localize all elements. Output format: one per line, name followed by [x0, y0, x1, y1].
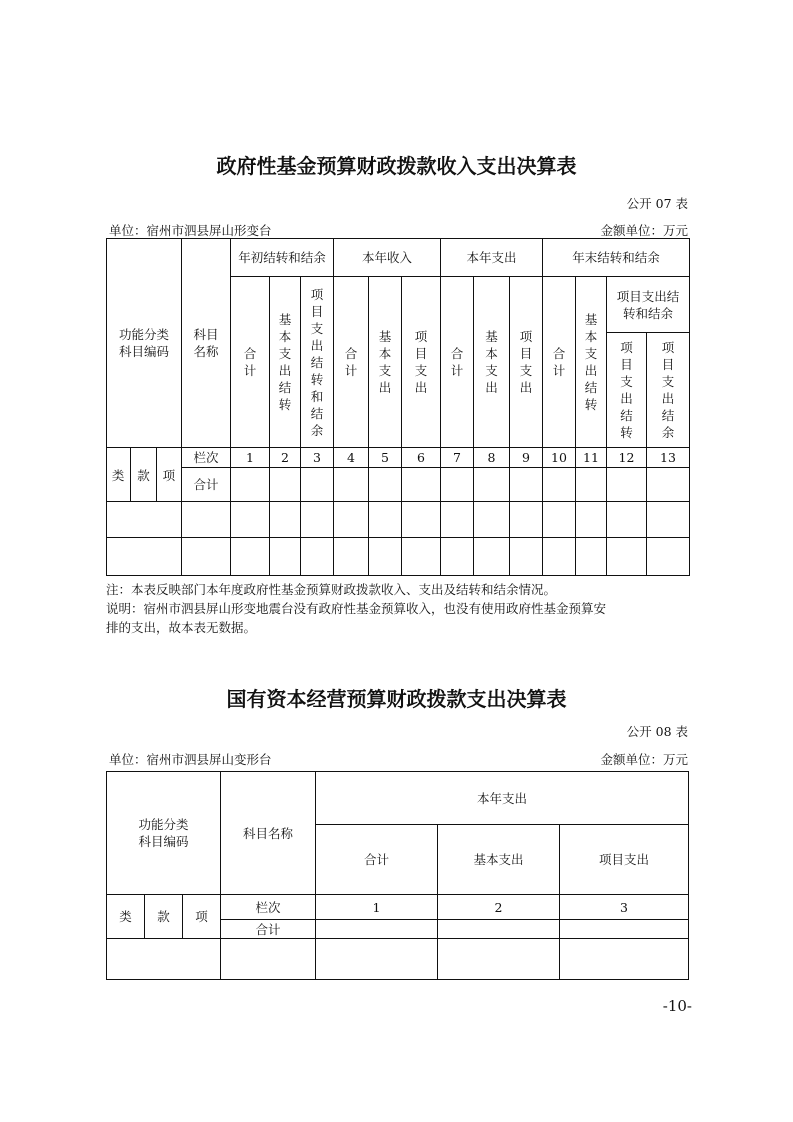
table-row: [107, 939, 221, 980]
col-total-2: 合计: [334, 277, 369, 448]
col-num-9: 9: [510, 448, 543, 468]
col-total-4: 合计: [543, 277, 576, 448]
col-num-7: 7: [441, 448, 474, 468]
col-basic-2: 基本支出: [369, 277, 402, 448]
t2-col-total: 合计: [316, 825, 438, 895]
table1-money-unit: 金额单位：万元: [600, 223, 688, 238]
col-num-1: 1: [231, 448, 270, 468]
row-total-label: 合计: [182, 468, 231, 502]
t2-group-expenditure: 本年支出: [316, 772, 689, 825]
t2-row-total-label: 合计: [221, 920, 316, 939]
t2-code-lei: 类: [107, 895, 145, 939]
table2-money-unit: 金额单位：万元: [600, 752, 688, 767]
code-lei: 类: [106, 448, 131, 502]
t2-header-function-code: 功能分类科目编码: [107, 772, 221, 895]
row-lanci-label: 栏次: [182, 448, 231, 468]
table2-title: 国有资本经营预算财政拨款支出决算表: [226, 687, 567, 711]
col-project-group-4: 项目支出结转和结余: [607, 277, 690, 333]
col-num-5: 5: [369, 448, 402, 468]
col-num-2: 2: [270, 448, 301, 468]
col-num-4: 4: [334, 448, 369, 468]
group-expenditure: 本年支出: [441, 239, 543, 277]
col-project-carry-4: 项目支出结转: [607, 333, 647, 448]
header-function-code: 功能分类科目编码: [107, 239, 182, 448]
t2-col-num-1: 1: [316, 895, 438, 920]
table2: [106, 771, 689, 980]
col-num-3: 3: [301, 448, 334, 468]
col-num-12: 12: [607, 448, 647, 468]
table1-notes: [106, 580, 706, 637]
t2-code-xiang: 项: [183, 895, 221, 939]
t2-col-num-2: 2: [438, 895, 560, 920]
col-project-carry-1: 项目支出结转和结余: [301, 277, 334, 448]
table2-unit: 单位：宿州市泗县屏山变形台: [109, 752, 272, 767]
header-subject-name: 科目名称: [182, 239, 231, 448]
table1-unit: 单位：宿州市泗县屏山形变台: [109, 223, 272, 238]
t2-col-basic: 基本支出: [438, 825, 560, 895]
t2-row-lanci-label: 栏次: [221, 895, 316, 920]
col-num-6: 6: [402, 448, 441, 468]
t2-col-project: 项目支出: [560, 825, 689, 895]
col-basic-3: 基本支出: [474, 277, 510, 448]
col-basic-carry-4: 基本支出结转: [576, 277, 607, 448]
table1-title: 政府性基金预算财政拨款收入支出决算表: [216, 154, 577, 178]
col-project-2: 项目支出: [402, 277, 441, 448]
col-project-balance-4: 项目支出结余: [647, 333, 690, 448]
group-opening-balance: 年初结转和结余: [231, 239, 334, 277]
table-row: [107, 538, 182, 576]
t2-header-subject-name: 科目名称: [221, 772, 316, 895]
col-num-11: 11: [576, 448, 607, 468]
code-xiang: 项: [162, 468, 176, 483]
table1-code-split: [106, 448, 181, 502]
t2-col-num-3: 3: [560, 895, 689, 920]
table1-form-number: 公开 07 表: [626, 196, 688, 211]
t2-code-kuan: 款: [145, 895, 183, 939]
page-number: -10-: [662, 997, 692, 1015]
col-project-3: 项目支出: [510, 277, 543, 448]
code-kuan: 款: [131, 448, 156, 502]
table-row: [107, 502, 182, 538]
note-line-3: 排的支出，故本表无数据。: [106, 620, 257, 635]
group-closing-balance: 年末结转和结余: [543, 239, 690, 277]
col-total-1: 合计: [231, 277, 270, 448]
col-basic-carry-1: 基本支出结转: [270, 277, 301, 448]
table2-form-number: 公开 08 表: [626, 724, 688, 739]
col-num-10: 10: [543, 448, 576, 468]
group-income: 本年收入: [334, 239, 441, 277]
note-line-1: 注：本表反映部门本年度政府性基金预算财政拨款收入、支出及结转和结余情况。: [106, 582, 557, 597]
table1: [106, 238, 690, 576]
col-total-3: 合计: [441, 277, 474, 448]
col-num-13: 13: [647, 448, 690, 468]
note-line-2: 说明：宿州市泗县屏山形变地震台没有政府性基金预算收入，也没有使用政府性基金预算安: [106, 601, 607, 616]
col-num-8: 8: [474, 448, 510, 468]
